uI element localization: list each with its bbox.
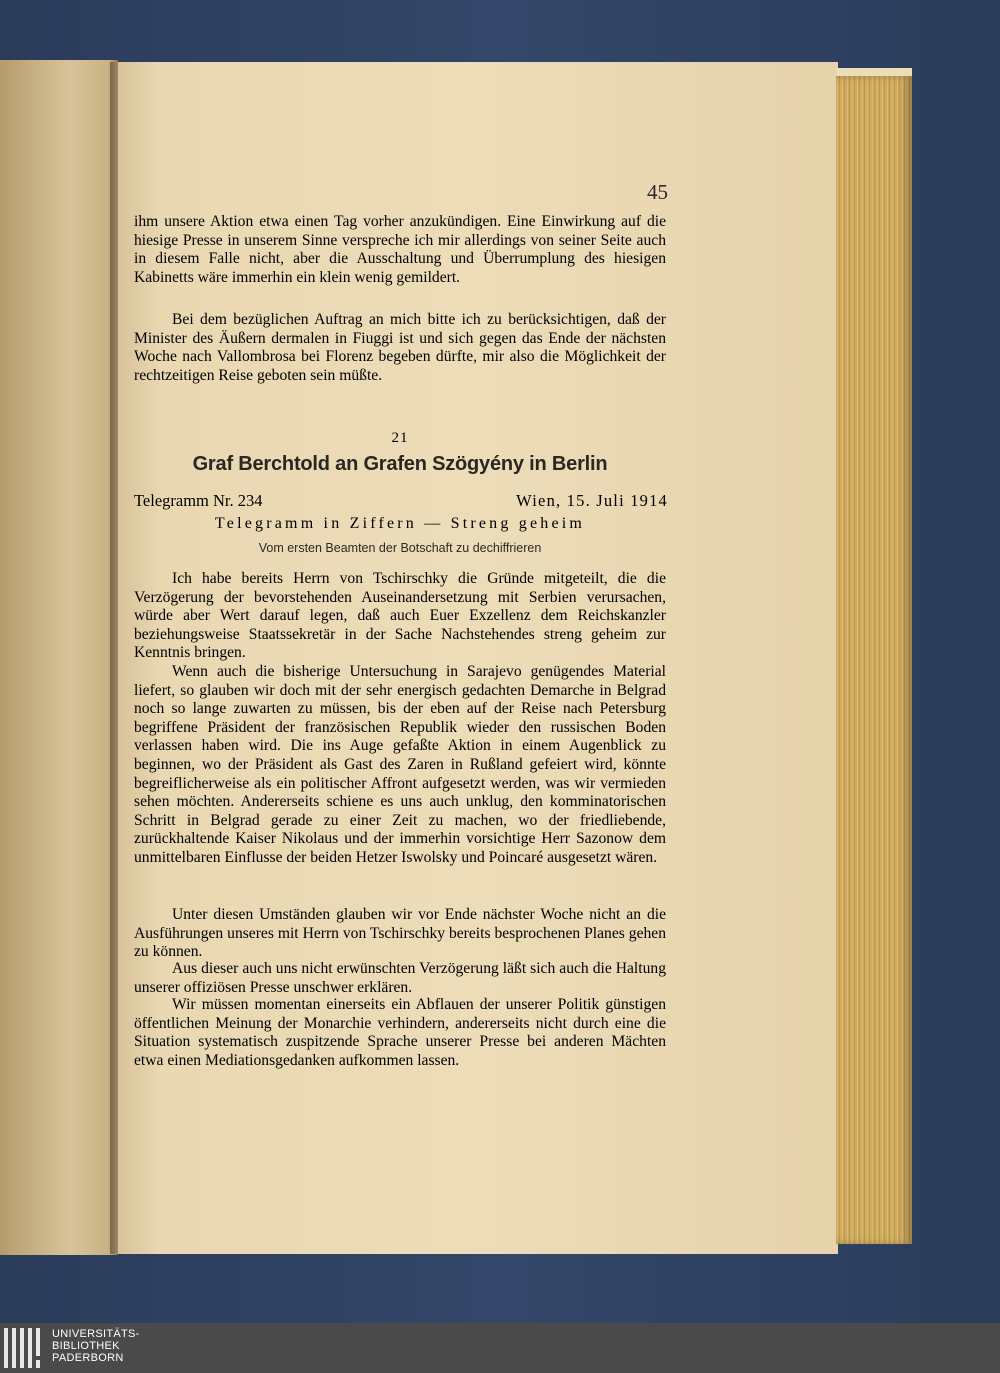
- paragraph: Unter diesen Umständen glauben wir vor Ende nächster Woche nicht an die Ausführungen unseres mit Herrn von Tschirschky bereits besprochenen Planes gehen zu können.: [134, 906, 666, 961]
- left-page-edge: [0, 60, 118, 1255]
- place-date: Wien, 15. Juli 1914: [516, 491, 668, 510]
- paragraph: Bei dem bezüglichen Auftrag an mich bitte ich zu berücksichtigen, daß der Minister des Äußern dermalen in Fiuggi ist und sich gegen das Ende der nächsten Woche nach Vallombrosa bei Florenz begeben dürfte, mir also die Möglichkeit der rechtzeitigen Reise geboten sein müßte.: [134, 311, 666, 384]
- paragraph: Wenn auch die bisherige Untersuchung in Sarajevo genügendes Material liefert, so glauben wir doch mit der sehr energisch gedachten Demarche in Belgrad noch so lange zuwarten zu müssen, bis der eben auf der Reise nach Petersburg begriffene Präsident der französischen Republik wieder den russischen Boden verlassen haben wird. Die ins Auge gefaßte Aktion in einem Augenblick zu beginnen, wo der Präsident als Gast des Zaren in Rußland gefeiert wird, könnte begreiflicherweise als ein politischer Affront aufgesetzt werden, was wir vermieden sehen möchten. Andererseits schiene es uns auch unklug, den komminatorischen Schritt in Belgrad gerade zu einer Zeit zu machen, wo der friedliebende, zurückhaltende Kaiser Nikolaus und der immerhin vorsichtige Herr Sazonow dem unmittelbaren Einflusse der beiden Hetzer Iswolsky und Poincaré ausgesetzt wären.: [134, 663, 666, 866]
- library-logo-icon: [4, 1328, 46, 1368]
- page-number: 45: [647, 180, 668, 204]
- logo-line: UNIVERSITÄTS-: [52, 1328, 140, 1340]
- library-footer-bar: [0, 1323, 1000, 1373]
- paragraph: Ich habe bereits Herrn von Tschirschky die Gründe mitgeteilt, die die Verzögerung der bevorstehenden Auseinandersetzung mit Serbien verursachen, würde aber Wert darauf legen, daß auch Euer Exzellenz dem Reichskanzler beziehungsweise Staatssekretär in der Sache Nachstehendes streng geheim zur Kenntnis bringen.: [134, 570, 666, 662]
- telegram-number: Telegramm Nr. 234: [134, 491, 263, 510]
- decipher-note: Vom ersten Beamten der Botschaft zu dechiffrieren: [258, 541, 542, 555]
- document-number: 21: [391, 430, 409, 446]
- logo-line: PADERBORN: [52, 1352, 124, 1364]
- cipher-line: Telegramm in Ziffern — Streng geheim: [214, 515, 586, 532]
- page-block-edges: [836, 76, 912, 1244]
- paragraph: Aus dieser auch uns nicht erwünschten Verzögerung läßt sich auch die Haltung unserer offiziösen Presse unschwer erklären.: [134, 960, 666, 996]
- paragraph: Wir müssen momentan einerseits ein Abflauen der unserer Politik günstigen öffentlichen Meinung der Monarchie verhindern, andererseits nicht durch eine die Situation systematisch zuspitzende Sprache unserer Presse bei anderen Mächten etwa einen Mediationsgedanken aufkommen lassen.: [134, 996, 666, 1069]
- logo-line: BIBLIOTHEK: [52, 1340, 120, 1352]
- library-logo-text: [52, 1328, 140, 1364]
- document-heading: Graf Berchtold an Grafen Szögyény in Berlin: [192, 453, 608, 475]
- paragraph-continued: ihm unsere Aktion etwa einen Tag vorher anzukündigen. Eine Einwirkung auf die hiesige Presse in unserem Sinne verspreche ich mir allerdings von seiner Seite auch in diesem Falle nicht, aber die Ausschaltung und Überrumplung des hiesigen Kabinetts wäre immerhin ein klein wenig gemildert.: [134, 213, 666, 286]
